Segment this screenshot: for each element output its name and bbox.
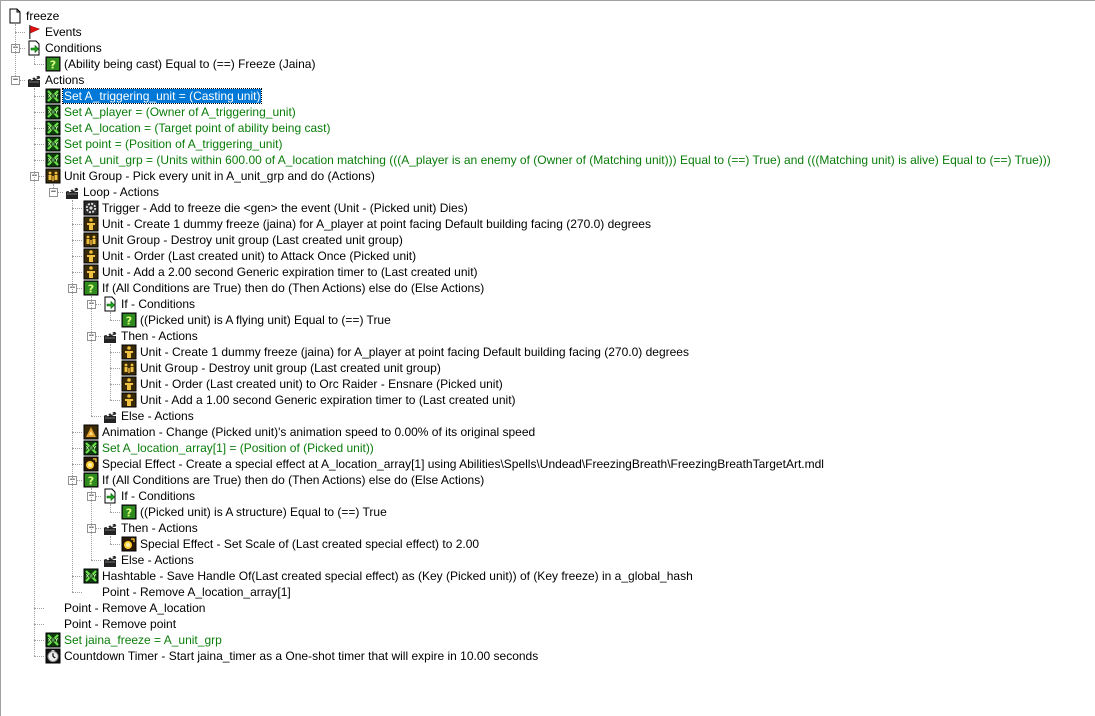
special-effect-icon [83, 456, 99, 472]
tree-node-row[interactable] [1, 72, 1091, 88]
tree-node-row[interactable] [1, 168, 1091, 184]
tree-node-label[interactable]: Hashtable - Save Handle Of(Last created special effect) as (Key (Picked unit)) of (Key freeze) in a_global_hash [102, 569, 693, 583]
tree-node-row[interactable] [1, 520, 1091, 536]
tree-connector-line [34, 88, 35, 656]
question-icon [121, 504, 137, 520]
collapse-toggle-button[interactable]: − [69, 283, 76, 293]
tree-node-row[interactable] [1, 376, 1091, 392]
collapse-toggle-button[interactable]: − [12, 43, 19, 53]
tree-node-row[interactable] [1, 248, 1091, 264]
gear-icon [83, 200, 99, 216]
tree-node-label[interactable]: Events [45, 25, 82, 39]
tree-node-label[interactable]: If (All Conditions are True) then do (Then Actions) else do (Else Actions) [102, 473, 485, 487]
tree-node-row[interactable] [1, 24, 1091, 40]
clapper-icon [26, 72, 42, 88]
red-flag-icon [26, 24, 42, 40]
tree-node-row[interactable] [1, 472, 1091, 488]
tree-node-label[interactable]: If - Conditions [121, 297, 196, 311]
tree-node-row[interactable] [1, 632, 1091, 648]
clapper-icon [102, 328, 118, 344]
tree-node-row[interactable] [1, 648, 1091, 664]
tree-node-row[interactable] [1, 616, 1091, 632]
tree-node-label[interactable]: Conditions [45, 41, 102, 55]
question-icon [45, 56, 61, 72]
tree-node-label[interactable]: Unit Group - Destroy unit group (Last created unit group) [102, 233, 403, 247]
set-variable-icon [83, 568, 99, 584]
countdown-timer-icon [45, 648, 61, 664]
tree-node-label[interactable]: Point - Remove A_location [64, 601, 206, 615]
tree-node-row[interactable] [1, 392, 1091, 408]
tree-node-row[interactable] [1, 56, 1091, 72]
svg-text:?: ? [87, 282, 95, 296]
document-icon [7, 8, 23, 24]
tree-node-label[interactable]: Set A_player = (Owner of A_triggering_unit) [64, 105, 296, 119]
svg-text:?: ? [49, 58, 57, 72]
tree-node-row[interactable] [1, 296, 1091, 312]
set-variable-icon [45, 632, 61, 648]
unit-group-icon [121, 360, 137, 376]
tree-node-row[interactable] [1, 280, 1091, 296]
tree-node-row[interactable] [1, 312, 1091, 328]
tree-node-label[interactable]: Special Effect - Set Scale of (Last created special effect) to 2.00 [140, 537, 480, 551]
tree-node-label[interactable]: If - Conditions [121, 489, 196, 503]
set-variable-icon [45, 136, 61, 152]
tree-node-label[interactable]: (Ability being cast) Equal to (==) Freeze (Jaina) [64, 57, 316, 71]
tree-node-label[interactable]: ((Picked unit) is A flying unit) Equal to (==) True [140, 313, 391, 327]
animation-icon [83, 424, 99, 440]
tree-node-row[interactable] [1, 536, 1091, 552]
conditions-icon [102, 488, 118, 504]
clapper-icon [102, 520, 118, 536]
tree-node-row[interactable] [1, 440, 1091, 456]
set-variable-icon [45, 120, 61, 136]
selected-tree-node-label[interactable]: Set A_triggering_unit = (Casting unit) [64, 89, 261, 103]
tree-node-row[interactable] [1, 488, 1091, 504]
tree-node-label[interactable]: Trigger - Add to freeze die <gen> the event (Unit - (Picked unit) Dies) [102, 201, 468, 215]
tree-node-row[interactable] [1, 360, 1091, 376]
tree-node-label[interactable]: Unit - Order (Last created unit) to Orc Raider - Ensnare (Picked unit) [140, 377, 503, 391]
tree-node-row[interactable] [1, 200, 1091, 216]
tree-node-label[interactable]: Actions [45, 73, 85, 87]
tree-node-label[interactable]: Set point = (Position of A_triggering_unit) [64, 137, 283, 151]
tree-node-row[interactable] [1, 600, 1091, 616]
tree-node-row[interactable] [1, 552, 1091, 568]
collapse-toggle-button[interactable]: − [88, 299, 95, 309]
unit-icon [121, 344, 137, 360]
tree-node-row[interactable] [1, 232, 1091, 248]
tree-node-label[interactable]: Countdown Timer - Start jaina_timer as a One-shot timer that will expire in 10.00 seconds [64, 649, 539, 663]
tree-node-label[interactable]: Special Effect - Create a special effect at A_location_array[1] using Abilities\Spells\Undead\FreezingBreath\FreezingBreathTargetArt.mdl [102, 457, 824, 471]
set-variable-icon [45, 104, 61, 120]
tree-node-label[interactable]: Unit - Add a 2.00 second Generic expiration timer to (Last created unit) [102, 265, 478, 279]
collapse-toggle-button[interactable]: − [50, 187, 57, 197]
tree-connector-line [91, 488, 92, 560]
tree-node-label[interactable]: Animation - Change (Picked unit)'s animation speed to 0.00% of its original speed [102, 425, 536, 439]
tree-connector-line [91, 296, 92, 416]
tree-node-row[interactable] [1, 328, 1091, 344]
tree-node-row[interactable] [1, 344, 1091, 360]
clapper-icon [102, 552, 118, 568]
tree-node-label[interactable]: Unit - Create 1 dummy freeze (jaina) for A_player at point facing Default building facing (270.0) degrees [102, 217, 651, 231]
tree-node-row[interactable] [1, 104, 1091, 120]
tree-node-row[interactable] [1, 408, 1091, 424]
tree-node-row[interactable] [1, 584, 1091, 600]
collapse-toggle-button[interactable]: − [69, 475, 76, 485]
conditions-icon [26, 40, 42, 56]
tree-node-label[interactable]: Then - Actions [121, 329, 198, 343]
set-variable-icon [45, 88, 61, 104]
tree-node-label[interactable]: Else - Actions [121, 553, 194, 567]
tree-node-row[interactable] [1, 40, 1091, 56]
tree-node-label[interactable]: Loop - Actions [83, 185, 160, 199]
tree-node-row[interactable] [1, 264, 1091, 280]
tree-node-row[interactable] [1, 152, 1091, 168]
conditions-icon [102, 296, 118, 312]
unit-icon [83, 264, 99, 280]
tree-node-label[interactable]: Unit - Add a 1.00 second Generic expiration timer to (Last created unit) [140, 393, 516, 407]
tree-node-label[interactable]: Unit Group - Destroy unit group (Last created unit group) [140, 361, 441, 375]
svg-text:?: ? [125, 506, 133, 520]
clapper-icon [64, 184, 80, 200]
set-variable-icon [83, 440, 99, 456]
tree-node-row[interactable] [1, 456, 1091, 472]
tree-node-row[interactable] [1, 568, 1091, 584]
svg-text:X=Y: X=Y [47, 158, 59, 164]
tree-node-label[interactable]: Set A_location = (Target point of ability being cast) [64, 121, 331, 135]
svg-text:X=Y: X=Y [47, 94, 59, 100]
special-effect-icon [121, 536, 137, 552]
tree-node-row[interactable] [1, 184, 1091, 200]
tree-node-label[interactable]: Set A_location_array[1] = (Position of (Picked unit)) [102, 441, 374, 455]
tree-node-label[interactable]: Point - Remove A_location_array[1] [102, 585, 291, 599]
tree-node-label[interactable]: Unit Group - Pick every unit in A_unit_grp and do (Actions) [64, 169, 375, 183]
unit-icon [83, 216, 99, 232]
tree-node-row[interactable] [1, 504, 1091, 520]
svg-text:X=Y: X=Y [47, 638, 59, 644]
tree-node-label[interactable]: Unit - Create 1 dummy freeze (jaina) for A_player at point facing Default building facing (270.0) degrees [140, 345, 689, 359]
svg-text:?: ? [125, 314, 133, 328]
svg-text:X=Y: X=Y [85, 574, 97, 580]
tree-node-label[interactable]: If (All Conditions are True) then do (Then Actions) else do (Else Actions) [102, 281, 485, 295]
unit-icon [121, 376, 137, 392]
unit-group-icon [45, 168, 61, 184]
clapper-icon [102, 408, 118, 424]
question-icon [121, 312, 137, 328]
unit-group-icon [83, 232, 99, 248]
svg-text:X=Y: X=Y [85, 446, 97, 452]
svg-text:X=Y: X=Y [47, 142, 59, 148]
question-icon [83, 280, 99, 296]
tree-node-label[interactable]: Set A_unit_grp = (Units within 600.00 of A_location matching (((A_player is an enemy of (Owner of (Matching unit))) Equal to (==) True) and (((Matching unit) is alive) Equal to (==) True))) [64, 153, 1051, 167]
set-variable-icon [45, 152, 61, 168]
svg-text:?: ? [87, 474, 95, 488]
tree-node-label[interactable]: Then - Actions [121, 521, 198, 535]
unit-icon [83, 248, 99, 264]
tree-node-label[interactable]: Set jaina_freeze = A_unit_grp [64, 633, 222, 647]
unit-icon [121, 392, 137, 408]
tree-node-row[interactable] [1, 88, 1091, 104]
tree-connector-line [72, 200, 73, 592]
tree-node-row[interactable] [1, 8, 1091, 24]
question-icon [83, 472, 99, 488]
tree-node-label[interactable]: ((Picked unit) is A structure) Equal to (==) True [140, 505, 387, 519]
collapse-toggle-button[interactable]: − [88, 331, 95, 341]
tree-node-row[interactable] [1, 136, 1091, 152]
tree-node-row[interactable] [1, 216, 1091, 232]
collapse-toggle-button[interactable]: − [31, 171, 38, 181]
svg-text:X=Y: X=Y [47, 126, 59, 132]
tree-node-row[interactable] [1, 120, 1091, 136]
tree-node-label[interactable]: Point - Remove point [64, 617, 177, 631]
tree-node-label[interactable]: freeze [26, 9, 60, 23]
collapse-toggle-button[interactable]: − [12, 75, 19, 85]
tree-node-label[interactable]: Else - Actions [121, 409, 194, 423]
collapse-toggle-button[interactable]: − [88, 491, 95, 501]
tree-node-label[interactable]: Unit - Order (Last created unit) to Attack Once (Picked unit) [102, 249, 417, 263]
collapse-toggle-button[interactable]: − [88, 523, 95, 533]
tree-node-row[interactable] [1, 424, 1091, 440]
svg-text:X=Y: X=Y [47, 110, 59, 116]
